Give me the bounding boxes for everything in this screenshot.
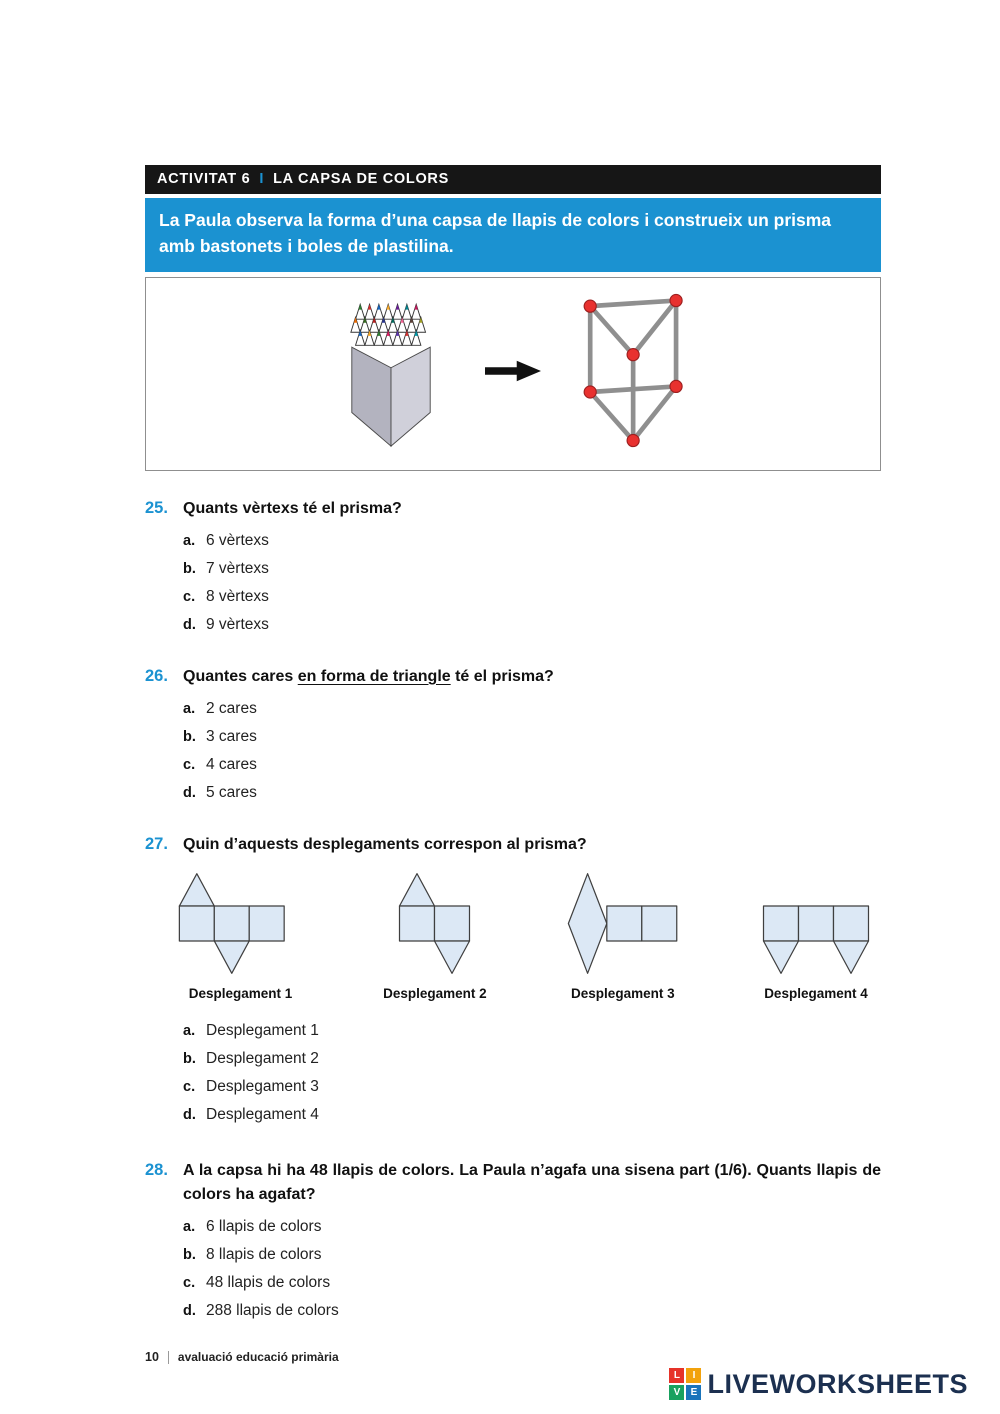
q26-options [183, 695, 881, 807]
q25-option-c[interactable] [183, 583, 881, 611]
option-letter: a. [183, 532, 196, 549]
q28-options [183, 1213, 881, 1325]
q27-option-b[interactable] [183, 1045, 881, 1073]
q26-text-underlined: en forma de triangle [297, 667, 451, 685]
prism-wireframe-illustration [579, 287, 691, 460]
q25-option-a[interactable] [183, 527, 881, 555]
option-letter: d. [183, 1106, 196, 1123]
option-text: Desplegament 4 [206, 1105, 319, 1123]
q28-option-a[interactable] [183, 1213, 881, 1241]
q26-option-a[interactable] [183, 695, 881, 723]
option-text: 7 vèrtexs [206, 559, 269, 577]
net-diagram-3 [564, 871, 682, 1001]
activity-number-label: ACTIVITAT 6 [157, 171, 251, 187]
option-text: Desplegament 1 [206, 1021, 319, 1039]
q28-option-c[interactable] [183, 1269, 881, 1297]
option-letter: c. [183, 1274, 196, 1291]
net-diagrams-row [145, 871, 881, 1001]
q28-option-d[interactable] [183, 1297, 881, 1325]
option-letter: d. [183, 616, 196, 633]
option-letter: d. [183, 784, 196, 801]
question-number: 27. [145, 834, 168, 853]
option-text: 3 cares [206, 727, 257, 745]
intro-statement: La Paula observa la forma d’una capsa de llapis de colors i construeix un prisma amb bastonets i boles de plastilina. [145, 198, 881, 272]
icon-letter-i: I [686, 1368, 701, 1383]
net-label: Desplegament 2 [383, 985, 487, 1001]
worksheet-page [145, 165, 881, 1325]
icon-letter-e: E [686, 1385, 701, 1400]
question-25 [145, 497, 881, 639]
q27-option-d[interactable] [183, 1101, 881, 1129]
q28-option-b[interactable] [183, 1241, 881, 1269]
option-letter: b. [183, 1050, 196, 1067]
q27-options [183, 1017, 881, 1129]
q25-option-d[interactable] [183, 611, 881, 639]
question-28 [145, 1159, 881, 1325]
liveworksheets-logo[interactable] [669, 1368, 968, 1400]
option-letter: a. [183, 1218, 196, 1235]
arrow-right-icon [485, 359, 541, 388]
q27-option-a[interactable] [183, 1017, 881, 1045]
activity-header-bar [145, 165, 881, 194]
question-number: 28. [145, 1160, 168, 1179]
net-diagram-1 [175, 871, 306, 1001]
option-text: 6 llapis de colors [206, 1217, 322, 1235]
q26-option-b[interactable] [183, 723, 881, 751]
q26-option-c[interactable] [183, 751, 881, 779]
q26-text-prefix: Quantes cares [183, 667, 298, 685]
icon-letter-v: V [669, 1385, 684, 1400]
option-letter: c. [183, 756, 196, 773]
question-27 [145, 833, 881, 1129]
question-number: 26. [145, 666, 168, 685]
liveworksheets-wordmark: LIVEWORKSHEETS [707, 1368, 968, 1399]
pencil-box-illustration [335, 287, 447, 460]
option-letter: c. [183, 1078, 196, 1095]
q27-option-c[interactable] [183, 1073, 881, 1101]
q25-option-b[interactable] [183, 555, 881, 583]
net-label: Desplegament 4 [764, 985, 868, 1001]
net-label: Desplegament 1 [188, 985, 293, 1001]
question-text: Quin d’aquests desplegaments correspon al prisma? [183, 835, 587, 853]
q25-options [183, 527, 881, 639]
net-diagram-2 [383, 871, 487, 1001]
option-text: 5 cares [206, 783, 257, 801]
option-letter: a. [183, 1022, 196, 1039]
net-label: Desplegament 3 [571, 985, 675, 1001]
option-letter: b. [183, 560, 196, 577]
option-text: 288 llapis de colors [206, 1301, 339, 1319]
figure-box [145, 277, 881, 471]
q26-option-d[interactable] [183, 779, 881, 807]
question-26 [145, 665, 881, 807]
option-text: 48 llapis de colors [206, 1273, 331, 1291]
question-text: A la capsa hi ha 48 llapis de colors. La Paula n’agafa una sisena part (1/6). Quants llapis de colors ha agafat? [183, 1161, 881, 1203]
net-diagram-4 [759, 871, 873, 1001]
q26-text-suffix: té el prisma? [450, 667, 554, 685]
option-text: 2 cares [206, 699, 257, 717]
option-text: Desplegament 3 [206, 1077, 319, 1095]
option-text: 4 cares [206, 755, 257, 773]
footer-divider [168, 1351, 169, 1364]
option-text: 6 vèrtexs [206, 531, 269, 549]
icon-letter-l: L [669, 1368, 684, 1383]
page-number: 10 [145, 1350, 159, 1364]
option-text: 9 vèrtexs [206, 615, 269, 633]
option-text: Desplegament 2 [206, 1049, 319, 1067]
option-text: 8 llapis de colors [206, 1245, 322, 1263]
question-text [183, 665, 554, 689]
question-text: Quants vèrtexs té el prisma? [183, 499, 402, 517]
option-text: 8 vèrtexs [206, 587, 269, 605]
liveworksheets-icon [669, 1368, 701, 1400]
option-letter: d. [183, 1302, 196, 1319]
option-letter: b. [183, 1246, 196, 1263]
option-letter: a. [183, 700, 196, 717]
activity-separator: I [259, 171, 265, 187]
question-number: 25. [145, 498, 168, 517]
footer-text: avaluació educació primària [177, 1350, 339, 1364]
page-footer [145, 1350, 339, 1364]
option-letter: c. [183, 588, 196, 605]
option-letter: b. [183, 728, 196, 745]
activity-title: LA CAPSA DE COLORS [273, 171, 449, 187]
